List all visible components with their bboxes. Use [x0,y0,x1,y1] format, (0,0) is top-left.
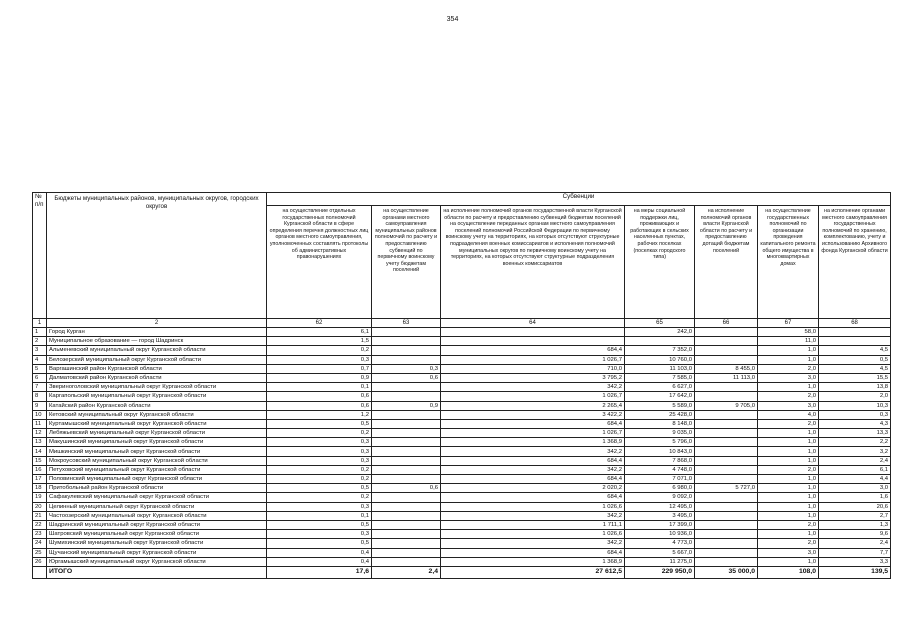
value-cell: 10 760,0 [625,355,695,364]
value-cell: 6 627,0 [625,383,695,392]
value-cell: 0,5 [819,355,891,364]
value-cell: 11,0 [758,337,819,346]
value-cell [695,548,758,557]
row-number: 1 [33,328,47,337]
table-row [33,557,891,566]
value-cell [372,511,441,520]
table-row [33,401,891,410]
table-row [33,410,891,419]
row-number: 11 [33,419,47,428]
row-number: 26 [33,557,47,566]
value-cell: 3,2 [819,447,891,456]
value-cell [819,337,891,346]
value-cell: 2,0 [758,539,819,548]
row-number: 5 [33,364,47,373]
value-cell: 11 113,0 [695,373,758,382]
table-row [33,465,891,474]
budget-header: Бюджеты муниципальных районов, муниципальных округов, городских округов [47,193,267,319]
value-cell [695,557,758,566]
column-number: 64 [441,319,625,328]
budget-name: Варгашинский район Курганской области [47,364,267,373]
budget-name: Белозерский муниципальный округ Курганской области [47,355,267,364]
table-row [33,530,891,539]
column-header-67: на осуществление государственных полномочий по организации проведения капитального ремонта общего имущества в многоквартирных домах [758,206,819,319]
value-cell: 342,2 [441,511,625,520]
total-value: 2,4 [372,566,441,578]
value-cell: 684,4 [441,419,625,428]
row-number: 24 [33,539,47,548]
value-cell: 4,0 [758,410,819,419]
value-cell: 6 980,0 [625,484,695,493]
row-number: 10 [33,410,47,419]
value-cell [695,383,758,392]
value-cell [695,475,758,484]
budget-name: Юргамышский муниципальный округ Курганской области [47,557,267,566]
value-cell: 1,0 [758,447,819,456]
value-cell: 13,3 [819,429,891,438]
table-row [33,484,891,493]
value-cell: 2,0 [758,419,819,428]
value-cell: 7 868,0 [625,456,695,465]
budget-name: Шадринский муниципальный округ Курганской области [47,520,267,529]
budget-name: Альменевский муниципальный округ Курганской области [47,346,267,355]
table-row [33,355,891,364]
table-row [33,511,891,520]
value-cell: 10 843,0 [625,447,695,456]
value-cell [695,419,758,428]
value-cell: 0,2 [267,493,372,502]
budget-name: Звериноголовский муниципальный округ Курганской области [47,383,267,392]
column-number: 65 [625,319,695,328]
value-cell: 0,5 [267,484,372,493]
page-number: 354 [446,16,459,23]
column-number: 63 [372,319,441,328]
value-cell: 684,4 [441,548,625,557]
column-number: 68 [819,319,891,328]
value-cell: 0,3 [267,502,372,511]
value-cell [372,493,441,502]
value-cell [695,539,758,548]
value-cell: 0,7 [267,364,372,373]
table-row [33,429,891,438]
value-cell [695,346,758,355]
column-header-63: на осуществление органами местного самоуправления муниципальных районов полномочий по расчету и предоставлению субвенций по первичному воинскому учету бюджетам поселений [372,206,441,319]
total-value: 35 000,0 [695,566,758,578]
value-cell [372,548,441,557]
value-cell [372,475,441,484]
row-number: 12 [33,429,47,438]
value-cell: 8 455,0 [695,364,758,373]
value-cell: 1 368,9 [441,438,625,447]
budget-name: Шатровский муниципальный округ Курганской области [47,530,267,539]
value-cell: 1 026,7 [441,392,625,401]
value-cell: 1,0 [758,475,819,484]
value-cell: 10,3 [819,401,891,410]
value-cell: 1,3 [819,520,891,529]
value-cell: 3,3 [819,557,891,566]
value-cell [819,328,891,337]
value-cell: 1,0 [758,502,819,511]
value-cell [372,539,441,548]
table-row [33,493,891,502]
budget-name: Далматовский район Курганской области [47,373,267,382]
value-cell [372,410,441,419]
value-cell: 2,2 [819,438,891,447]
total-number-cell [33,566,47,578]
value-cell: 0,5 [267,520,372,529]
value-cell: 6,1 [267,328,372,337]
value-cell: 3,0 [758,373,819,382]
value-cell: 4 748,0 [625,465,695,474]
value-cell: 242,0 [625,328,695,337]
table-row [33,346,891,355]
value-cell: 0,6 [372,484,441,493]
value-cell: 684,4 [441,346,625,355]
row-number: 9 [33,401,47,410]
value-cell [625,337,695,346]
value-cell [695,337,758,346]
value-cell: 1,0 [758,383,819,392]
value-cell [695,355,758,364]
value-cell: 2,4 [819,539,891,548]
row-number: 4 [33,355,47,364]
row-number: 13 [33,438,47,447]
column-number: 1 [33,319,47,328]
value-cell [695,429,758,438]
value-cell [695,465,758,474]
value-cell: 7 352,0 [625,346,695,355]
budget-name: Куртамышский муниципальный округ Курганской области [47,419,267,428]
column-header-68: на исполнение органами местного самоуправления государственных полномочий по хранению, комплектованию, учету и использованию Архивного фонда Курганской области [819,206,891,319]
budget-name: Петуховский муниципальный округ Курганской области [47,465,267,474]
value-cell: 2,4 [819,456,891,465]
value-cell [372,465,441,474]
value-cell [372,419,441,428]
value-cell: 58,0 [758,328,819,337]
value-cell: 4,4 [819,475,891,484]
value-cell: 1,0 [758,429,819,438]
row-number: 3 [33,346,47,355]
value-cell [372,355,441,364]
value-cell: 1,6 [819,493,891,502]
value-cell: 17 642,0 [625,392,695,401]
value-cell: 0,3 [267,355,372,364]
row-number: 18 [33,484,47,493]
value-cell [695,511,758,520]
budget-name: Катайский район Курганской области [47,401,267,410]
table-row [33,539,891,548]
value-cell: 2 020,2 [441,484,625,493]
value-cell: 1,2 [267,410,372,419]
row-number: 15 [33,456,47,465]
value-cell: 0,6 [267,401,372,410]
value-cell: 0,2 [267,475,372,484]
budget-name: Шумихинский муниципальный округ Курганской области [47,539,267,548]
value-cell: 342,2 [441,383,625,392]
value-cell [695,328,758,337]
table-row [33,502,891,511]
value-cell: 0,9 [267,373,372,382]
column-header-65: на меры социальной поддержки лиц, проживающих и работающих в сельских населенных пунктах, рабочих поселках (поселках городского типа) [625,206,695,319]
value-cell: 710,0 [441,364,625,373]
table-row [33,364,891,373]
row-number: 22 [33,520,47,529]
value-cell [695,410,758,419]
column-number: 67 [758,319,819,328]
total-value: 139,5 [819,566,891,578]
value-cell: 10 936,0 [625,530,695,539]
value-cell: 5 796,0 [625,438,695,447]
row-number: 2 [33,337,47,346]
column-header-66: на исполнение полномочий органов власти Курганской области по расчету и предоставлению дотаций бюджетам поселений [695,206,758,319]
value-cell: 1,0 [758,484,819,493]
value-cell: 9 035,0 [625,429,695,438]
value-cell [695,438,758,447]
value-cell: 1,5 [267,337,372,346]
value-cell: 12 495,0 [625,502,695,511]
value-cell: 7 585,0 [625,373,695,382]
value-cell: 342,2 [441,447,625,456]
value-cell [695,520,758,529]
value-cell: 1,0 [758,493,819,502]
row-number: 7 [33,383,47,392]
value-cell: 5 589,0 [625,401,695,410]
column-header-62: на осуществление отдельных государственных полномочий Курганской области в сфере определения перечня должностных лиц органов местного самоуправления, уполномоченных составлять протоколы об административных правонарушениях [267,206,372,319]
value-cell [372,337,441,346]
row-number: 8 [33,392,47,401]
value-cell: 1,0 [758,438,819,447]
subventions-table [32,192,891,579]
value-cell [695,493,758,502]
value-cell: 342,2 [441,539,625,548]
value-cell: 1,0 [758,346,819,355]
row-number: 19 [33,493,47,502]
value-cell: 4,5 [819,364,891,373]
row-number: 21 [33,511,47,520]
value-cell: 4,5 [819,346,891,355]
value-cell: 342,2 [441,465,625,474]
value-cell [695,502,758,511]
value-cell: 0,4 [267,557,372,566]
table-row [33,328,891,337]
value-cell: 20,6 [819,502,891,511]
table-row [33,447,891,456]
value-cell: 1,0 [758,511,819,520]
value-cell: 2,0 [819,392,891,401]
total-value: 229 950,0 [625,566,695,578]
row-number: 17 [33,475,47,484]
value-cell: 0,1 [267,511,372,520]
value-cell [372,557,441,566]
table-row [33,548,891,557]
value-cell: 1 711,1 [441,520,625,529]
value-cell [372,392,441,401]
budget-name: Сафакулевский муниципальный округ Курганской области [47,493,267,502]
value-cell: 1,0 [758,530,819,539]
value-cell: 8 148,0 [625,419,695,428]
value-cell [372,520,441,529]
value-cell [372,447,441,456]
budget-name: Целинный муниципальный округ Курганской области [47,502,267,511]
value-cell: 7,7 [819,548,891,557]
value-cell: 9 705,0 [695,401,758,410]
value-cell: 3 795,2 [441,373,625,382]
value-cell: 15,5 [819,373,891,382]
total-label: ИТОГО [47,566,267,578]
value-cell: 0,3 [267,456,372,465]
value-cell [441,328,625,337]
value-cell: 0,3 [267,530,372,539]
value-cell: 2 265,4 [441,401,625,410]
value-cell [372,328,441,337]
value-cell: 13,8 [819,383,891,392]
value-cell: 1,0 [758,456,819,465]
value-cell: 0,6 [267,392,372,401]
value-cell [372,456,441,465]
row-number: 6 [33,373,47,382]
value-cell: 17 399,0 [625,520,695,529]
value-cell: 9,6 [819,530,891,539]
value-cell: 9 092,0 [625,493,695,502]
table-row [33,475,891,484]
value-cell: 6,1 [819,465,891,474]
value-cell [695,530,758,539]
value-cell: 3,0 [758,401,819,410]
value-cell: 3 422,2 [441,410,625,419]
no-header: № п/п [33,193,47,319]
row-number: 14 [33,447,47,456]
budget-name: Мишкинский муниципальный округ Курганской области [47,447,267,456]
value-cell [695,392,758,401]
value-cell: 0,5 [267,539,372,548]
value-cell: 7 071,0 [625,475,695,484]
value-cell [372,429,441,438]
value-cell: 0,5 [267,419,372,428]
value-cell: 0,1 [267,383,372,392]
value-cell: 1,0 [758,355,819,364]
budget-name: Лебяжьевский муниципальный округ Курганской области [47,429,267,438]
value-cell: 3 495,0 [625,511,695,520]
value-cell: 0,3 [267,447,372,456]
value-cell: 1 026,7 [441,355,625,364]
value-cell: 684,4 [441,475,625,484]
column-number: 66 [695,319,758,328]
table-row [33,438,891,447]
value-cell: 2,0 [758,364,819,373]
total-value: 27 612,5 [441,566,625,578]
table-row [33,520,891,529]
value-cell: 1 026,6 [441,502,625,511]
value-cell: 0,6 [372,373,441,382]
table-row [33,456,891,465]
column-number: 2 [47,319,267,328]
total-value: 108,0 [758,566,819,578]
table-row [33,337,891,346]
budget-name: Притобольный район Курганской области [47,484,267,493]
value-cell: 1 368,9 [441,557,625,566]
value-cell: 2,7 [819,511,891,520]
value-cell: 4,3 [819,419,891,428]
budget-name: Мокроусовский муниципальный округ Курганской области [47,456,267,465]
value-cell: 1,0 [758,557,819,566]
value-cell: 0,2 [267,346,372,355]
table-row [33,419,891,428]
table-row [33,383,891,392]
value-cell [372,530,441,539]
value-cell: 11 275,0 [625,557,695,566]
value-cell: 684,4 [441,456,625,465]
value-cell [695,456,758,465]
budget-name: Частоозерский муниципальный округ Курганской области [47,511,267,520]
value-cell: 1 026,6 [441,530,625,539]
row-number: 20 [33,502,47,511]
column-number: 62 [267,319,372,328]
value-cell [372,383,441,392]
value-cell [441,337,625,346]
budget-name: Город Курган [47,328,267,337]
value-cell: 0,4 [267,548,372,557]
column-header-64: на исполнение полномочий органов государственной власти Курганской области по расчету и предоставлению субвенций бюджетам поселений на осуществление переданных органам местного самоуправления поселений полномочий Российской Федерации по первичному воинскому учету на территориях, на которых отсутствуют структурные подразделения военных комиссариатов и исполнения полномочий муниципальных округов по первичному воинскому учету на территориях, на которых отсутствуют структурные подразделения военных комиссариатов [441,206,625,319]
table-row [33,373,891,382]
value-cell: 4 773,0 [625,539,695,548]
value-cell: 2,0 [758,392,819,401]
value-cell: 0,2 [267,465,372,474]
budget-name: Щучанский муниципальный округ Курганской области [47,548,267,557]
subventions-header: Субвенции [267,193,891,206]
row-number: 25 [33,548,47,557]
value-cell [372,502,441,511]
value-cell [695,447,758,456]
value-cell: 2,0 [758,520,819,529]
value-cell: 5 727,0 [695,484,758,493]
value-cell: 5 667,0 [625,548,695,557]
budget-name: Муниципальное образование — город Шадринск [47,337,267,346]
budget-name: Каргапольский муниципальный округ Курганской области [47,392,267,401]
value-cell: 25 428,0 [625,410,695,419]
value-cell: 3,0 [819,484,891,493]
value-cell: 11 103,0 [625,364,695,373]
table-row [33,392,891,401]
value-cell: 3,0 [758,548,819,557]
row-number: 16 [33,465,47,474]
value-cell [372,438,441,447]
value-cell: 0,3 [267,438,372,447]
value-cell: 0,9 [372,401,441,410]
budget-name: Половинский муниципальный округ Курганской области [47,475,267,484]
value-cell: 0,3 [819,410,891,419]
total-row [33,566,891,578]
value-cell: 684,4 [441,493,625,502]
budget-name: Кетовский муниципальный округ Курганской области [47,410,267,419]
value-cell: 1 026,7 [441,429,625,438]
value-cell [372,346,441,355]
budget-name: Макушинский муниципальный округ Курганской области [47,438,267,447]
value-cell: 0,2 [267,429,372,438]
value-cell: 0,3 [372,364,441,373]
value-cell: 2,0 [758,465,819,474]
row-number: 23 [33,530,47,539]
total-value: 17,6 [267,566,372,578]
